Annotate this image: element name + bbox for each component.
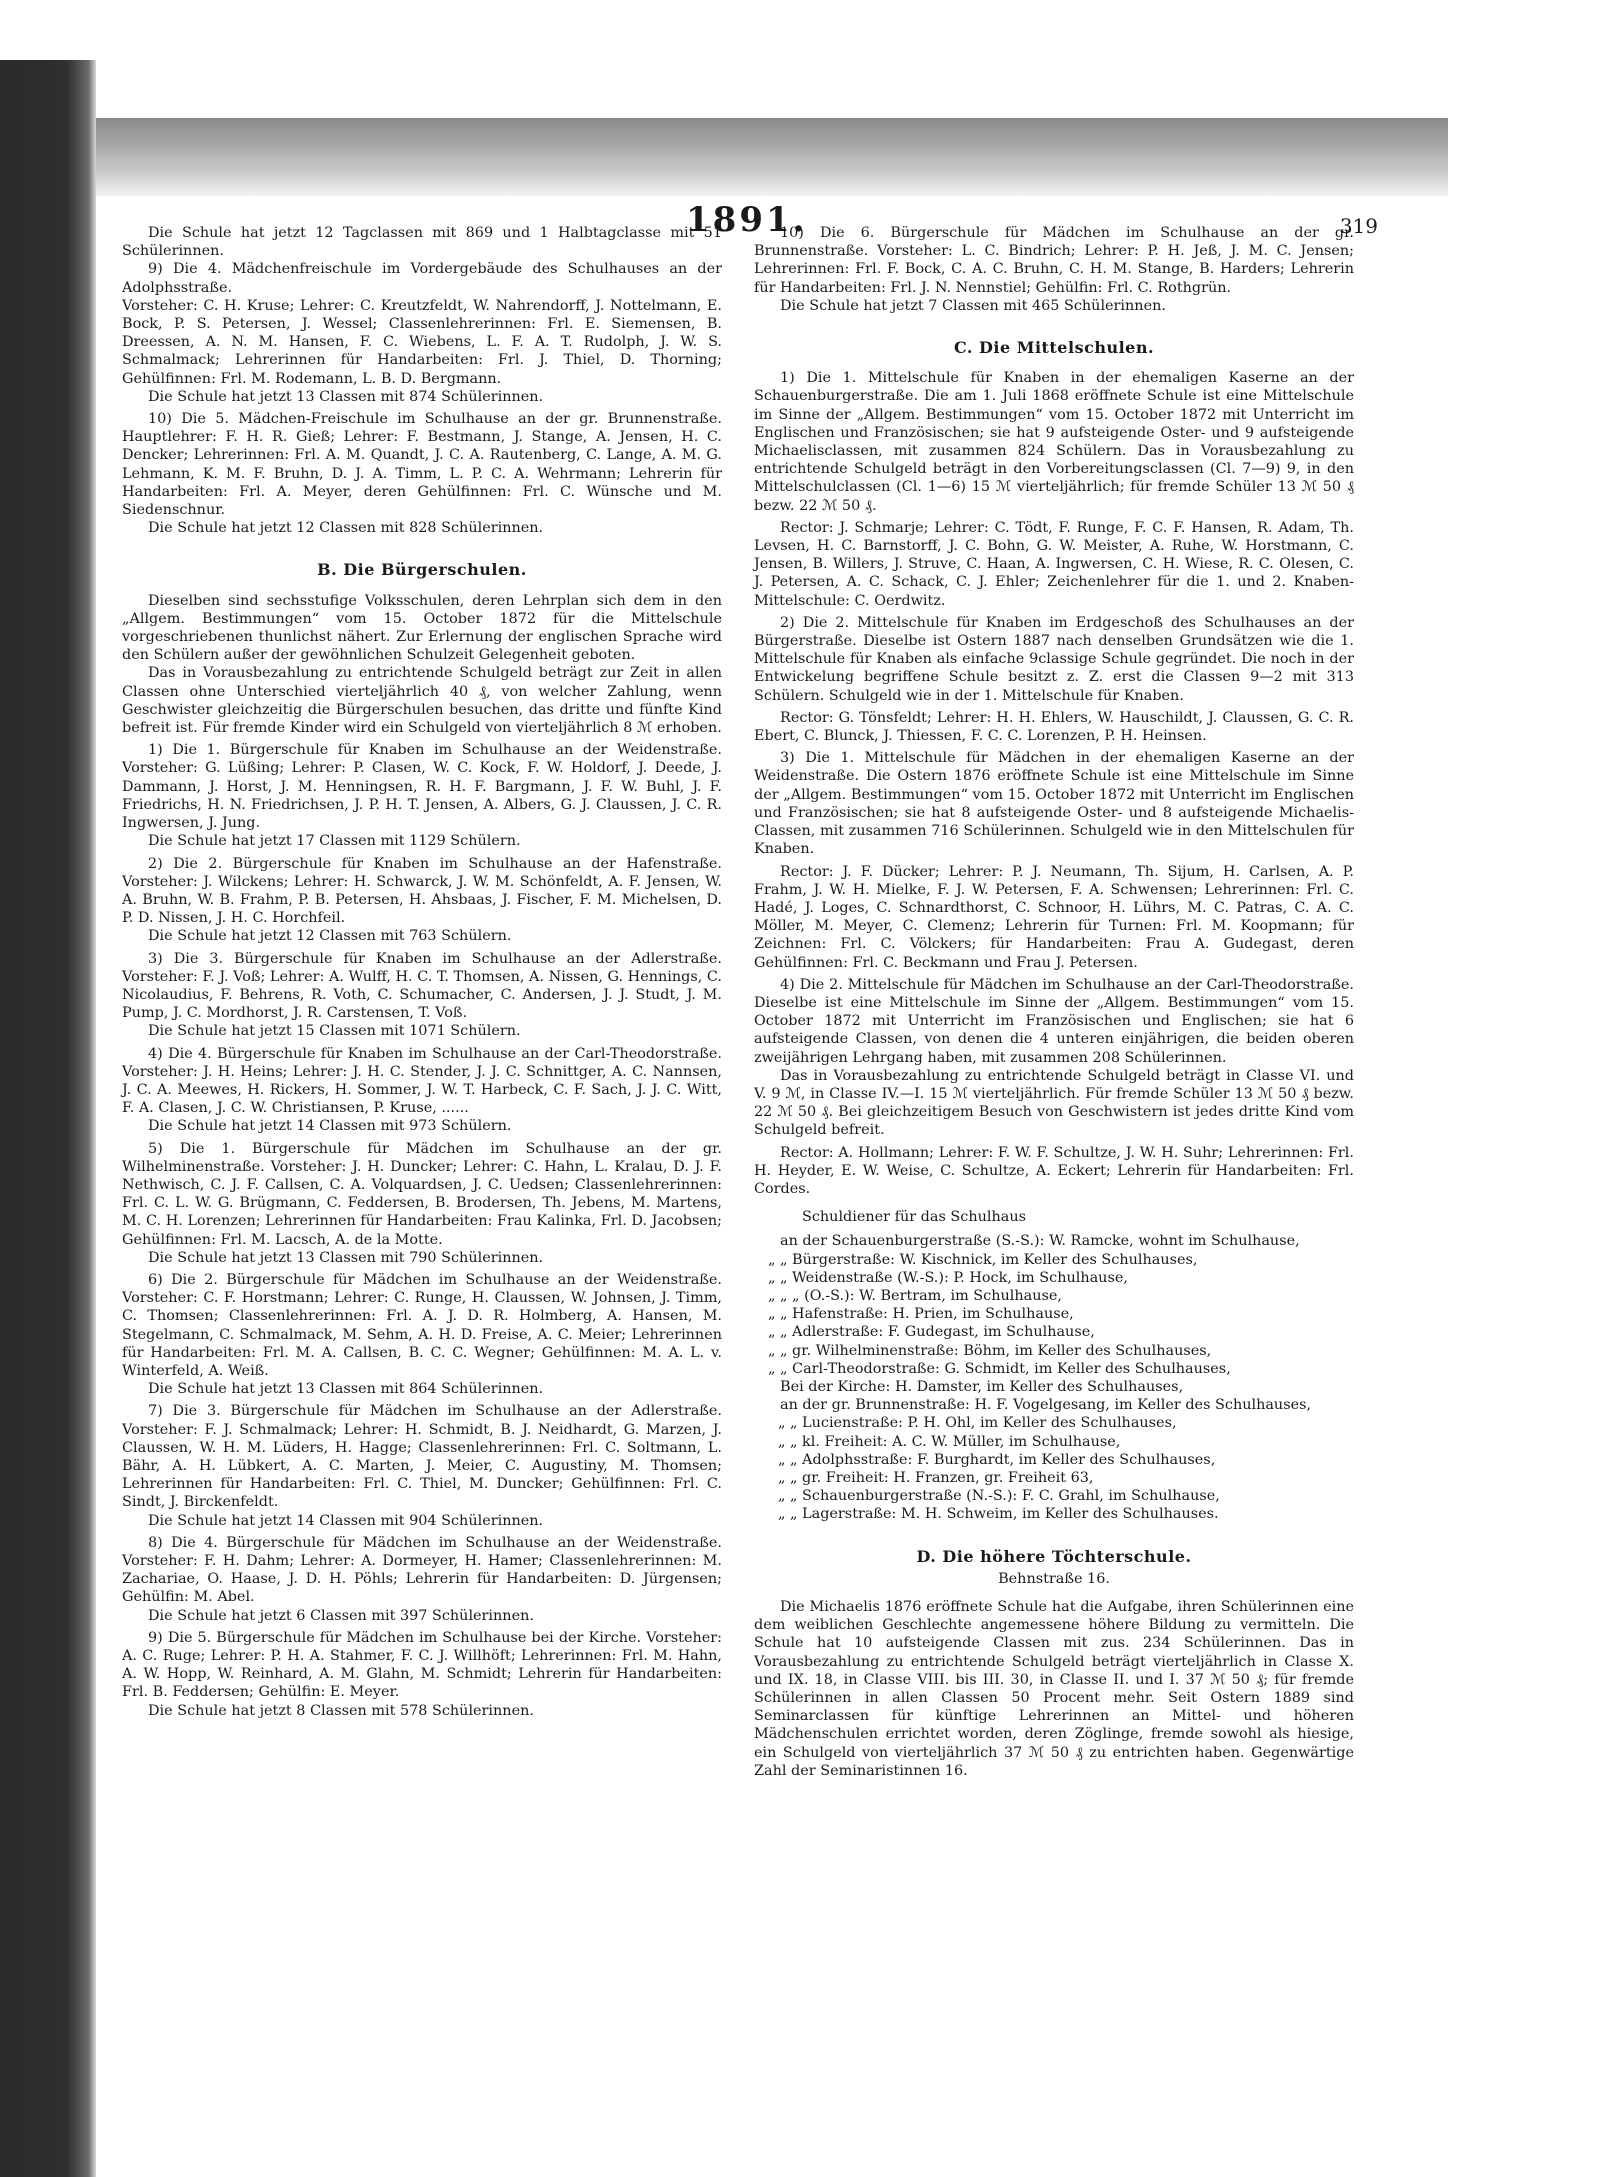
paragraph: Rector: J. F. Dücker; Lehrer: P. J. Neumann, Th. Sijum, H. Carlsen, A. P. Frahm, J. W. H. Mielke, F. J. W. Petersen, F. A. Schwensen; Lehrerinnen: Frl. C. Hadé, J. Loges, C. Schnardthorst, C. Schnoor, H. Lührs, M. C. Patras, C. A. C. Möller, M. Meyer, C. Clemenz; Lehrerin für Turnen: Frl. M. Koopmann; für Zeichnen: Frl. C. Völckers; für Handarbeiten: Frau A. Gudegast, deren Gehülfinnen: Frl. C. Beckmann und Frau J. Petersen. <box>754 863 1354 971</box>
paragraph: 3) Die 3. Bürgerschule für Knaben im Schulhause an der Adlerstraße. Vorsteher: F. J. Voß; Lehrer: A. Wulff, H. C. T. Thomsen, A. Nissen, G. Hennings, C. Nicolaudius, F. Behrens, R. Voth, C. Schumacher, C. Andersen, J. J. Studt, J. M. Pump, J. C. Mordhorst, J. R. Carstensen, T. Voß. <box>122 950 722 1022</box>
paragraph: Das in Vorausbezahlung zu entrichtende Schulgeld beträgt in Classe VI. und V. 9 ℳ, in Classe IV.—I. 15 ℳ vierteljährlich. Für fremde Schüler 13 ℳ 50 ₰ bezw. 22 ℳ 50 ₰. Bei gleichzeitigem Besuch von Geschwistern ist jedes dritte Kind vom Schulgeld befreit. <box>754 1067 1354 1139</box>
paragraph: 9) Die 4. Mädchenfreischule im Vordergebäude des Schulhauses an der Adolphsstraße. <box>122 261 722 296</box>
page-year: 1891. <box>686 200 808 240</box>
schuldiener-line: „ „ Lagerstraße: M. H. Schweim, im Keller des Schulhauses. <box>778 1506 1219 1523</box>
paragraph: Die Schule hat jetzt 12 Classen mit 828 Schülerinnen. <box>148 520 544 537</box>
paragraph: Die Schule hat jetzt 13 Classen mit 874 Schülerinnen. <box>148 388 544 405</box>
paragraph: Vorsteher: C. H. Kruse; Lehrer: C. Kreutzfeldt, W. Nahrendorff, J. Nottelmann, E. Bock, P. S. Petersen, J. Wessel; Classenlehrerinnen: Frl. E. Siemensen, B. Dreessen, A. N. M. Hansen, F. C. Wiebens, L. F. A. T. Rudolph, J. W. S. Schmalmack; Lehrerinnen für Handarbeiten: Frl. J. Thiel, D. Thorning; Gehülfinnen: Frl. M. Rodemann, L. B. D. Bergmann. <box>122 297 722 387</box>
schuldiener-line: „ „ Bürgerstraße: W. Kischnick, im Keller des Schulhauses, <box>768 1251 1198 1268</box>
paragraph: Die Schule hat jetzt 12 Classen mit 763 Schülern. <box>148 928 512 945</box>
paragraph: 5) Die 1. Bürgerschule für Mädchen im Schulhause an der gr. Wilhelminenstraße. Vorsteher: J. H. Duncker; Lehrer: C. Hahn, L. Kralau, D. J. F. Nethwisch, C. J. F. Callsen, C. A. Volquardsen, J. C. Uedsen; Classenlehrerinnen: Frl. C. L. W. G. Brügmann, C. Feddersen, B. Brodersen, Th. Jebens, M. Martens, M. C. H. Lorenzen; Lehrerinnen für Handarbeiten: Frau Kalinka, Frl. D. Jacobsen; Gehülfinnen: Frl. M. Lacsch, A. de la Motte. <box>122 1140 722 1248</box>
paragraph: 10) Die 6. Bürgerschule für Mädchen im Schulhause an der gr. Brunnenstraße. Vorsteher: L. C. Bindrich; Lehrer: P. H. Jeß, J. M. C. Jensen; Lehrerinnen: Frl. F. Bock, C. A. C. Bruhn, C. H. M. Stange, B. Harders; Lehrerin für Handarbeiten: Frl. J. N. Nennstiel; Gehülfin: Frl. C. Rothgrün. <box>754 225 1354 296</box>
section-d-paragraph: Die Michaelis 1876 eröffnete Schule hat die Aufgabe, ihren Schülerinnen eine dem weiblichen Geschlechte angemessene höhere Bildung zu vermitteln. Die Schule hat 10 aufsteigende Classen mit zus. 234 Schülerinnen. Das in Vorausbezahlung zu entrichtende Schulgeld beträgt vierteljährlich in Classe X. und IX. 18, in Classe VIII. bis III. 30, in Classe II. und I. 37 ℳ 50 ₰; für fremde Schülerinnen in allen Classen 50 Procent mehr. Seit Ostern 1889 sind Seminarclassen für künftige Lehrerinnen an Mittel- und höheren Mädchenschulen errichtet worden, deren Zöglinge, fremde sowohl als hiesige, ein Schulgeld von vierteljährlich 37 ℳ 50 ₰ zu entrichten haben. Gegenwärtige Zahl der Seminaristinnen 16. <box>754 1599 1354 1779</box>
schuldiener-list <box>754 1208 1354 1523</box>
scan-binding-edge <box>0 60 96 2177</box>
paragraph: Die Schule hat jetzt 6 Classen mit 397 Schülerinnen. <box>148 1607 534 1624</box>
right-column-sections <box>754 224 1354 1198</box>
schuldiener-lines <box>754 1232 1354 1523</box>
paragraph: 10) Die 5. Mädchen-Freischule im Schulhause an der gr. Brunnenstraße. Hauptlehrer: F. H. R. Gieß; Lehrer: F. Bestmann, J. Stange, A. Jensen, H. C. Dencker; Lehrerinnen: Frl. A. M. Quandt, J. C. A. Rautenberg, C. Lange, A. M. G. Lehmann, K. M. F. Bruhn, D. J. A. Timm, L. P. C. A. Wehrmann; Lehrerin für Handarbeiten: Frl. A. Meyer, deren Gehülfinnen: Frl. C. Wünsche und M. Siedenschnur. <box>122 411 722 519</box>
left-column <box>122 224 722 1720</box>
paragraph: 9) Die 5. Bürgerschule für Mädchen im Schulhause bei der Kirche. Vorsteher: A. C. Ruge; Lehrer: P. H. A. Stahmer, F. C. J. Willhöft; Lehrerinnen: Frl. M. Hahn, A. W. Hopp, W. Reinhard, A. M. Glahn, M. Schmidt; Lehrerin für Handarbeiten: Frl. B. Feddersen; Gehülfin: E. Meyer. <box>122 1629 722 1701</box>
section-heading: B. Die Bürgerschulen. <box>317 560 527 580</box>
paragraph: Rector: G. Tönsfeldt; Lehrer: H. H. Ehlers, W. Hauschildt, J. Claussen, G. C. R. Ebert, C. Blunck, J. Thiessen, F. C. C. Lorenzen, P. H. Heinsen. <box>754 709 1354 745</box>
paragraph: Die Schule hat jetzt 14 Classen mit 973 Schülern. <box>148 1118 512 1135</box>
schuldiener-line: „ „ Schauenburgerstraße (N.-S.): F. C. Grahl, im Schulhause, <box>778 1488 1220 1505</box>
schuldiener-line: „ „ gr. Wilhelminenstraße: Böhm, im Keller des Schulhauses, <box>768 1342 1212 1359</box>
schuldiener-heading: Schuldiener für das Schulhaus <box>802 1209 1026 1226</box>
schuldiener-line: „ „ Hafenstraße: H. Prien, im Schulhause, <box>768 1306 1074 1323</box>
schuldiener-line: Bei der Kirche: H. Damster, im Keller des Schulhauses, <box>780 1378 1184 1395</box>
paragraph: Dieselben sind sechsstufige Volksschulen, deren Lehrplan sich dem in den „Allgem. Bestimmungen“ vom 15. October 1872 für die Mittelschule vorgeschriebenen thunlichst nähert. Zur Erlernung der englischen Sprache wird den Schülern außer der gewöhnlichen Schulzeit Gelegenheit geboten. <box>122 592 722 664</box>
paragraph: 7) Die 3. Bürgerschule für Mädchen im Schulhause an der Adlerstraße. Vorsteher: F. J. Schmalmack; Lehrer: H. Schmidt, B. J. Neidhardt, G. Marzen, J. Claussen, W. H. M. Lüders, H. Hagge; Classenlehrerinnen: Frl. C. Soltmann, L. Bähr, A. H. Lübkert, A. C. Marten, J. Meier, C. Augustiny, M. Thomsen; Lehrerinnen für Handarbeiten: Frl. C. Thiel, M. Duncker; Gehülfinnen: Frl. C. Sindt, J. Birckenfeldt. <box>122 1403 722 1511</box>
scan-margin-top <box>0 0 96 60</box>
paragraph: 2) Die 2. Bürgerschule für Knaben im Schulhause an der Hafenstraße. Vorsteher: J. Wilckens; Lehrer: H. Schwarck, J. W. M. Schönfeldt, A. F. Jensen, W. A. Bruhn, W. B. Frahm, P. B. Petersen, H. Ahsbaas, J. Fischer, F. M. Michelsen, D. P. D. Nissen, J. H. C. Horchfeil. <box>122 855 722 927</box>
paragraph: 1) Die 1. Mittelschule für Knaben in der ehemaligen Kaserne an der Schauenburgerstraße. Die am 1. Juli 1868 eröffnete Schule ist eine Mittelschule im Sinne der „Allgem. Bestimmungen“ vom 15. October 1872 mit Unterricht im Englischen und Französischen; sie hat 9 aufsteigende Oster- und 9 aufsteigende Michaelisclassen, mit zusammen 824 Schülern. Das in Vorausbezahlung zu entrichtende Schulgeld beträgt in den Vorbereitungsclassen (Cl. 7—9) 9, in den Mittelschulclassen (Cl. 1—6) 15 ℳ vierteljährlich; für fremde Schüler 13 ℳ 50 ₰ bezw. 22 ℳ 50 ₰. <box>754 370 1354 514</box>
paragraph: Die Schule hat jetzt 12 Tagclassen mit 869 und 1 Halbtagclasse mit 51 Schülerinnen. <box>122 225 722 260</box>
paragraph: Die Schule hat jetzt 14 Classen mit 904 Schülerinnen. <box>148 1512 544 1529</box>
paragraph: 1) Die 1. Bürgerschule für Knaben im Schulhause an der Weidenstraße. Vorsteher: G. Lüßing; Lehrer: P. Clasen, W. C. Kock, F. W. Holdorf, J. Deede, J. Dammann, J. Horst, J. M. Henningsen, R. H. F. Bargmann, J. F. W. Buhl, J. F. Friedrichs, H. N. Friedrichsen, J. P. H. T. Jensen, A. Albers, G. J. Claussen, J. C. R. Ingwersen, J. Jung. <box>122 742 722 832</box>
schuldiener-line: „ „ Weidenstraße (W.-S.): P. Hock, im Schulhause, <box>768 1269 1128 1286</box>
section-heading-d: D. Die höhere Töchterschule. <box>916 1546 1192 1566</box>
paragraph: Das in Vorausbezahlung zu entrichtende Schulgeld beträgt zur Zeit in allen Classen ohne Unterschied vierteljährlich 40 ₰, von welcher Zahlung, wenn Geschwister gleichzeitig die Bürgerschulen besuchen, das dritte und fünfte Kind befreit ist. Für fremde Kinder wird ein Schulgeld von vierteljährlich 8 ℳ erhoben. <box>122 665 722 737</box>
schuldiener-line: an der gr. Brunnenstraße: H. F. Vogelgesang, im Keller des Schulhauses, <box>780 1397 1312 1414</box>
paragraph: Die Schule hat jetzt 7 Classen mit 465 Schülerinnen. <box>780 297 1166 314</box>
paragraph: Die Schule hat jetzt 13 Classen mit 790 Schülerinnen. <box>148 1249 544 1266</box>
right-column <box>754 224 1354 1780</box>
paragraph: 4) Die 2. Mittelschule für Mädchen im Schulhause an der Carl-Theodorstraße. Dieselbe ist eine Mittelschule im Sinne der „Allgem. Bestimmungen“ vom 15. October 1872 mit Unterricht im Französischen und Englischen; sie hat 6 aufsteigende Classen, von denen die 4 unteren einjährigen, die beiden oberen zweijährigen Lehrgang haben, mit zusammen 208 Schülerinnen. <box>754 976 1354 1066</box>
paragraph: Rector: J. Schmarje; Lehrer: C. Tödt, F. Runge, F. C. F. Hansen, R. Adam, Th. Levsen, H. C. Barnstorff, J. C. Bohn, G. W. Meister, A. Ruhe, W. Horstmann, C. Jensen, B. Willers, J. Struve, C. Haan, A. Ingwersen, C. H. Wiese, R. C. Olesen, C. J. Petersen, A. C. Schack, C. J. Ehler; Zeichenlehrer für die 1. und 2. Knaben-Mittelschule: C. Oerdwitz. <box>754 519 1354 609</box>
paragraph: Die Schule hat jetzt 8 Classen mit 578 Schülerinnen. <box>148 1702 534 1719</box>
paragraph: Die Schule hat jetzt 17 Classen mit 1129 Schülern. <box>148 833 521 850</box>
schuldiener-line: „ „ Adlerstraße: F. Gudegast, im Schulhause, <box>768 1324 1095 1341</box>
document-page <box>96 118 1448 2138</box>
paragraph: 6) Die 2. Bürgerschule für Mädchen im Schulhause an der Weidenstraße. Vorsteher: C. F. Horstmann; Lehrer: C. Runge, H. Claussen, W. Johnsen, J. Timm, C. Thomsen; Classenlehrerinnen: Frl. A. J. D. R. Holmberg, A. Hansen, M. Stegelmann, C. Schmalmack, M. Sehm, A. H. D. Freise, A. C. Meier; Lehrerinnen für Handarbeiten: Frl. M. A. Callsen, B. C. C. Wegner; Gehülfinnen: M. A. L. v. Winterfeld, A. Weiß. <box>122 1271 722 1379</box>
schuldiener-line: „ „ Carl-Theodorstraße: G. Schmidt, im Keller des Schulhauses, <box>768 1360 1231 1377</box>
paragraph: Die Schule hat jetzt 13 Classen mit 864 Schülerinnen. <box>148 1381 544 1398</box>
paragraph: 2) Die 2. Mittelschule für Knaben im Erdgeschoß des Schulhauses an der Bürgerstraße. Dieselbe ist Ostern 1887 nach denselben Grundsätzen wie die 1. Mittelschule für Knaben als einfache 9classige Schule gegründet. Die noch in der Entwickelung begriffene Schule besitzt z. Z. erst die Classen 9—2 mit 313 Schülern. Schulgeld wie in der 1. Mittelschule für Knaben. <box>754 614 1354 704</box>
schuldiener-line: „ „ Adolphsstraße: F. Burghardt, im Keller des Schulhauses, <box>778 1451 1216 1468</box>
section-d-address: Behnstraße 16. <box>998 1570 1110 1587</box>
page-number: 319 <box>1339 214 1378 238</box>
paragraph: 3) Die 1. Mittelschule für Mädchen in der ehemaligen Kaserne an der Weidenstraße. Die Ostern 1876 eröffnete Schule ist eine Mittelschule im Sinne der „Allgem. Bestimmungen“ vom 15. October 1872 mit Unterricht im Englischen und Französischen; sie hat 8 aufsteigende Oster- und 8 aufsteigende Michaelis-Classen, mit zusammen 716 Schülerinnen. Schulgeld wie in den Mittelschulen für Knaben. <box>754 750 1354 858</box>
schuldiener-line: „ „ kl. Freiheit: A. C. W. Müller, im Schulhause, <box>778 1433 1121 1450</box>
schuldiener-line: „ „ Lucienstraße: P. H. Ohl, im Keller des Schulhauses, <box>778 1415 1177 1432</box>
schuldiener-line: „ „ „ (O.-S.): W. Bertram, im Schulhause, <box>768 1287 1062 1304</box>
paragraph: 8) Die 4. Bürgerschule für Mädchen im Schulhause an der Weidenstraße. Vorsteher: F. H. Dahm; Lehrer: A. Dormeyer, H. Hamer; Classenlehrerinnen: M. Zachariae, O. Haase, J. D. H. Pöhls; Lehrerin für Handarbeiten: D. Jürgensen; Gehülfin: M. Abel. <box>122 1534 722 1606</box>
schuldiener-line: „ „ gr. Freiheit: H. Franzen, gr. Freiheit 63, <box>778 1470 1094 1486</box>
schuldiener-line: an der Schauenburgerstraße (S.-S.): W. Ramcke, wohnt im Schulhause, <box>780 1233 1300 1250</box>
section-heading: C. Die Mittelschulen. <box>953 338 1155 358</box>
paragraph: 4) Die 4. Bürgerschule für Knaben im Schulhause an der Carl-Theodorstraße. Vorsteher: J. H. Heins; Lehrer: J. H. C. Stender, J. J. C. Schnittger, A. C. Nannsen, J. C. A. Meewes, H. Rickers, H. Sommer, J. W. T. Harbeck, C. F. Sach, J. J. C. Witt, F. A. Clasen, J. C. W. Christiansen, P. Kruse, ...... <box>122 1045 722 1117</box>
paragraph: Die Schule hat jetzt 15 Classen mit 1071 Schülern. <box>148 1023 521 1040</box>
paragraph: Rector: A. Hollmann; Lehrer: F. W. F. Schultze, J. W. H. Suhr; Lehrerinnen: Frl. H. Heyder, E. W. Weise, C. Schultze, A. Eckert; Lehrerin für Handarbeiten: Frl. Cordes. <box>754 1144 1354 1197</box>
